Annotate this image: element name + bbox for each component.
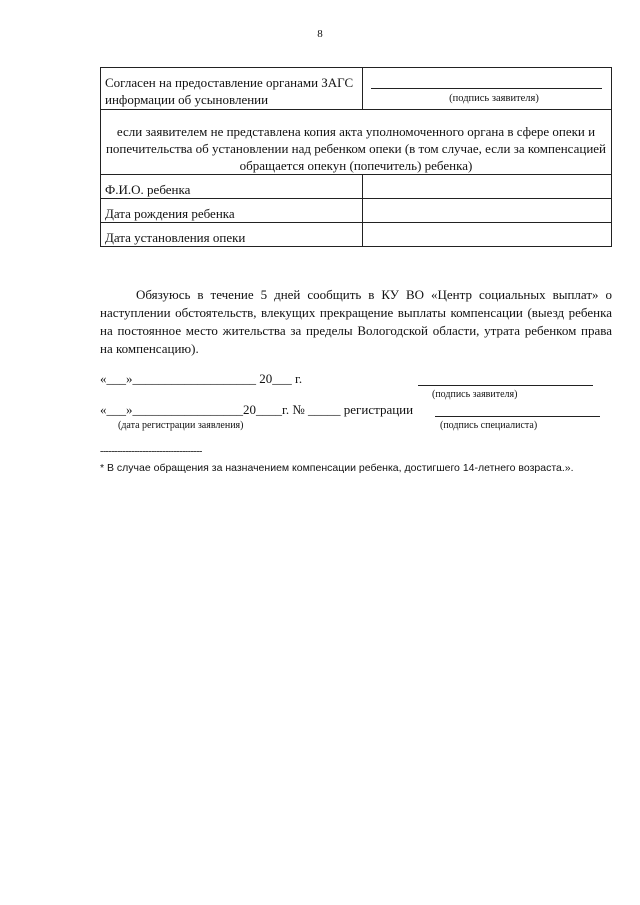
date-line-applicant[interactable]: «___»___________________ 20___ г. — [100, 371, 303, 386]
guardianship-date-label: Дата установления опеки — [101, 223, 363, 247]
child-name-field[interactable] — [363, 175, 612, 199]
consent-row — [101, 68, 612, 110]
note-row — [101, 110, 612, 175]
note-text: если заявителем не представлена копия акта уполномоченного органа в сфере опеки и попечительства об установлении над ребенком опеки (в том случае, если за компенсацией обращается опекун (попечитель) ребенка) — [101, 110, 612, 175]
consent-label: Согласен на предоставление органами ЗАГС информации об усыновлении — [101, 68, 363, 110]
applicant-signature-line[interactable] — [418, 385, 593, 386]
footnote-separator: ------------------------------------ — [100, 446, 202, 457]
signature-line — [371, 88, 602, 89]
child-name-label: Ф.И.О. ребенка — [101, 175, 363, 199]
date-line-registration[interactable]: «___»_________________20____г. № _____ регистрации — [100, 402, 414, 417]
registration-date-caption: (дата регистрации заявления) — [118, 420, 244, 431]
child-birthdate-field[interactable] — [363, 199, 612, 223]
footnote: * В случае обращения за назначением компенсации ребенка, достигшего 14-летнего возраста.». — [100, 462, 574, 474]
table-row — [101, 223, 612, 247]
obligation-paragraph: Обязуюсь в течение 5 дней сообщить в КУ ВО «Центр социальных выплат» о наступлении обстоятельств, влекущих прекращение выплаты компенсации (выезд ребенка на постоянное место жительства за пределы Вологодской области, утрата ребенком права на компенсацию). — [100, 287, 612, 356]
table-row — [101, 175, 612, 199]
table-row — [101, 199, 612, 223]
consent-table — [100, 67, 612, 247]
child-birthdate-label: Дата рождения ребенка — [101, 199, 363, 223]
guardianship-date-field[interactable] — [363, 223, 612, 247]
page-number: 8 — [317, 28, 323, 40]
consent-signature-cell[interactable] — [363, 68, 612, 110]
specialist-signature-line[interactable] — [435, 416, 600, 417]
specialist-signature-caption: (подпись специалиста) — [440, 420, 538, 431]
applicant-signature-caption: (подпись заявителя) — [432, 389, 518, 400]
signature-caption: (подпись заявителя) — [449, 93, 539, 104]
